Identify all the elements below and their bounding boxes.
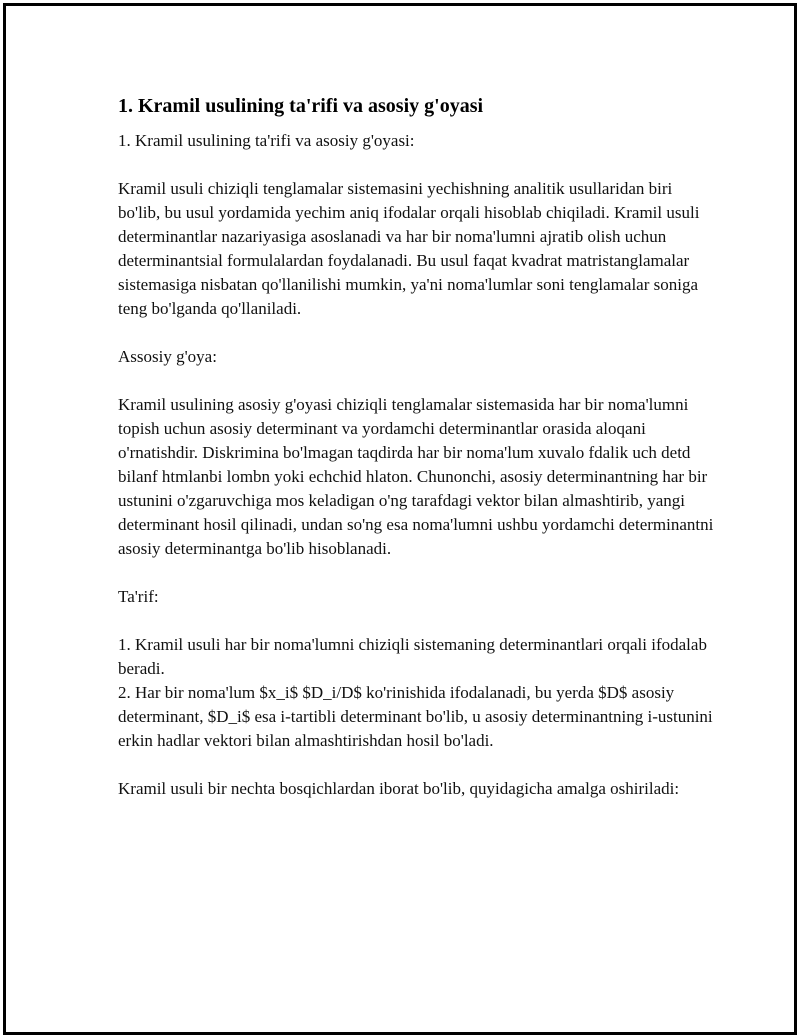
idea-label: Assosiy g'oya: <box>118 347 217 366</box>
definition-item-2: 2. Har bir noma'lum $x_i$ $D_i/D$ ko'rinishida ifodalanadi, bu yerda $D$ asosiy determinant, $D_i$ esa i-tartibli determinant bo'lib, u asosiy determinantning i-ustunini erkin hadlar vektori bilan almashtirishdan hosil bo'ladi. <box>118 683 713 750</box>
section-heading: 1. Kramil usulining ta'rifi va asosiy g'oyasi <box>118 95 484 117</box>
intro-paragraph: Kramil usuli chiziqli tenglamalar sistemasini yechishning analitik usullaridan biri bo'lib, bu usul yordamida yechim aniq ifodalar orqali hisoblab chiqiladi. Kramil usuli determinantlar nazariyasiga asoslanadi va har bir noma'lumni ajratib olish uchun determinantsial formulalardan foydalanadi. Bu usul faqat kvadrat matristanglamalar sistemasiga nisbatan qo'llanilishi mumkin, ya'ni noma'lumlar soni tenglamalar soniga teng bo'lganda qo'llaniladi. <box>118 179 700 318</box>
steps-intro-paragraph: Kramil usuli bir nechta bosqichlardan iborat bo'lib, quyidagicha amalga oshiriladi: <box>118 779 680 798</box>
intro-label: 1. Kramil usulining ta'rifi va asosiy g'oyasi: <box>118 131 415 150</box>
idea-paragraph: Kramil usulining asosiy g'oyasi chiziqli tenglamalar sistemasida har bir noma'lumni topish uchun asosiy determinant va yordamchi determinantlar orasida aloqani o'rnatishdir. Diskrimina bo'lmagan taqdirda har bir noma'lum xuvalo fdalik uch detd bilanf htmlanbi lombn yoki echchid hlaton. Chunonchi, asosiy determinantning har bir ustunini o'zgaruvchiga mos keladigan o'ng tarafdagi vektor bilan almashtirib, yangi determinant hosil qilinadi, undan so'ng esa noma'lumni ushbu yordamchi determinantni asosiy determinantga bo'lib hisoblanadi. <box>118 395 714 558</box>
definition-item-1: 1. Kramil usuli har bir noma'lumni chiziqli sistemaning determinantlari orqali ifodalab beradi. <box>118 635 707 678</box>
definition-label: Ta'rif: <box>118 587 159 606</box>
document-body <box>118 93 718 825</box>
